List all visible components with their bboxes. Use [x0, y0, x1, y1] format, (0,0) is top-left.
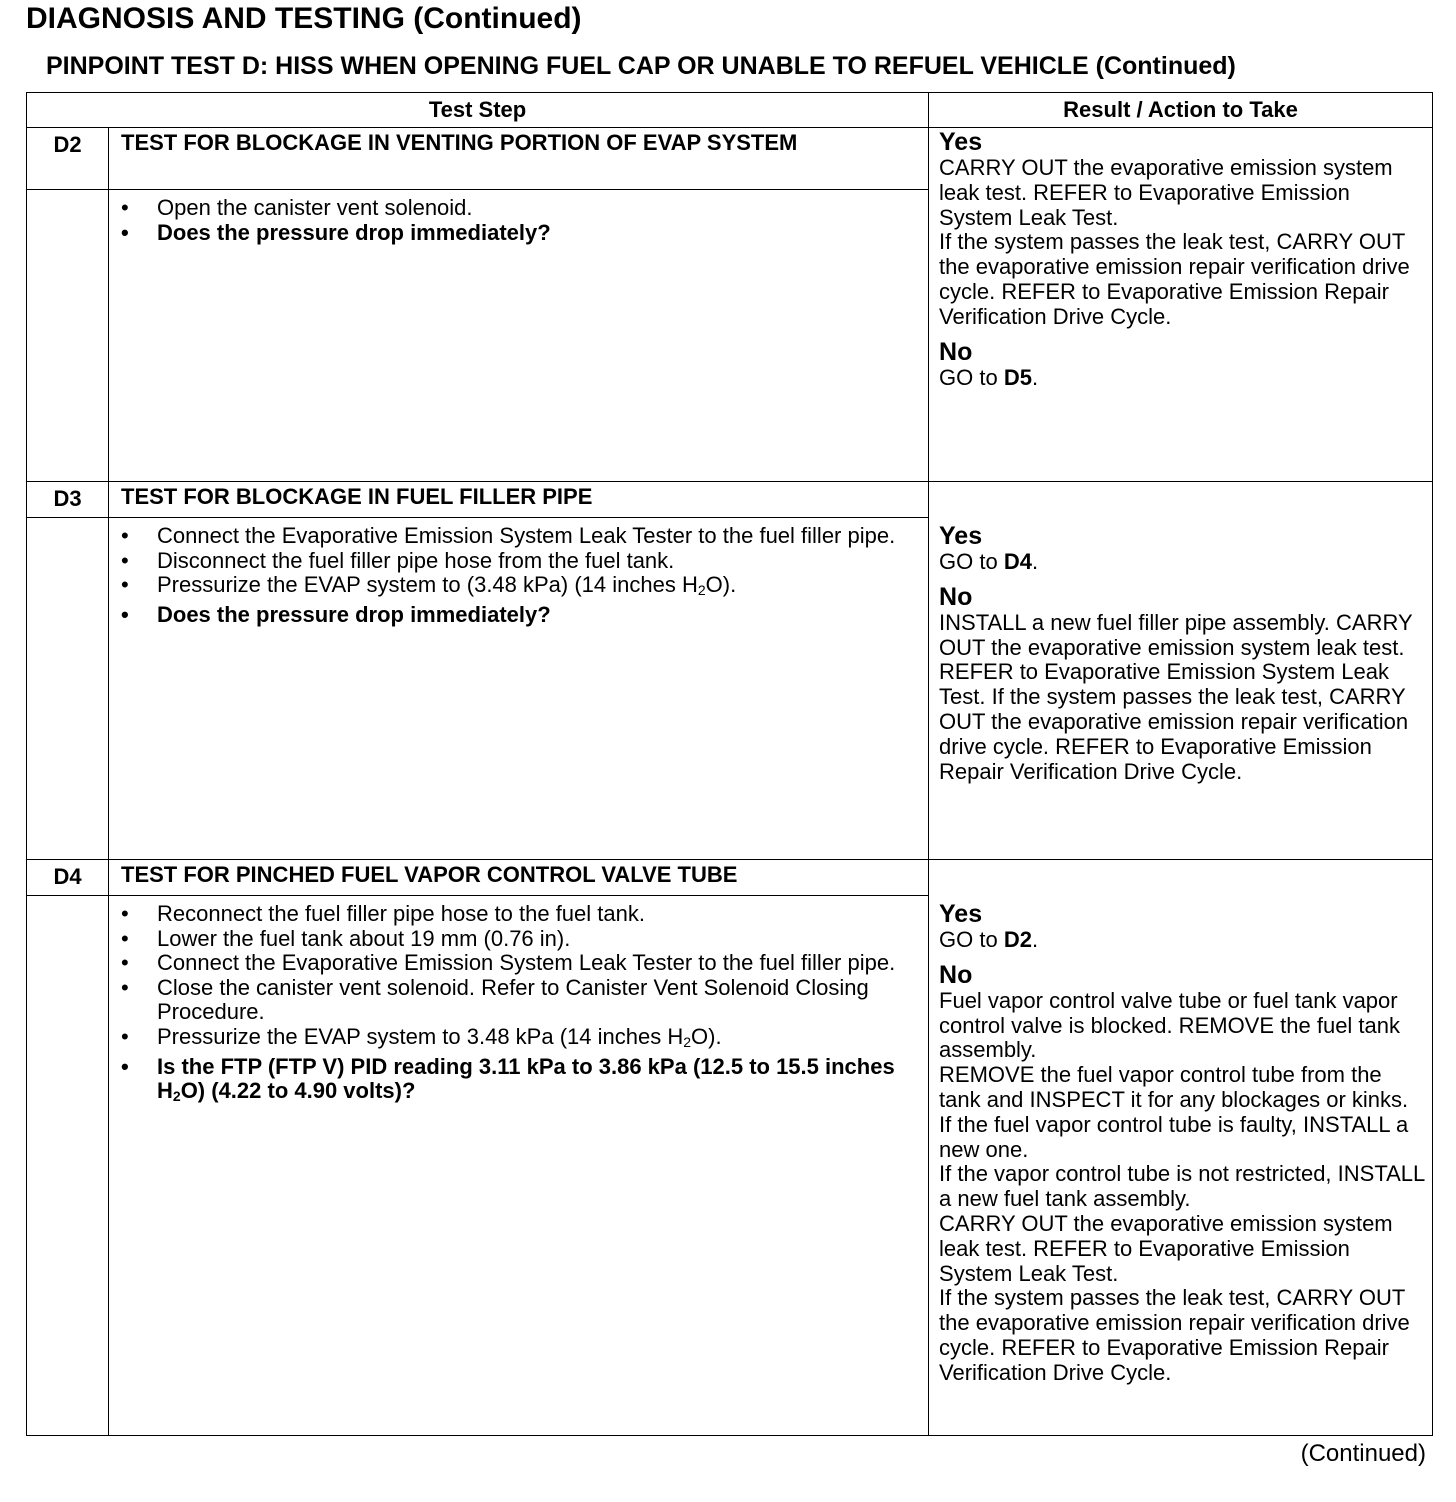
no-label: No — [939, 960, 973, 989]
go-to-text: GO to — [939, 927, 998, 952]
yes-label: Yes — [939, 900, 983, 928]
go-to-text: GO to — [939, 549, 998, 574]
test-step-header: Test Step — [27, 93, 929, 128]
go-to-suffix: . — [1031, 549, 1039, 574]
step-instructions — [109, 518, 929, 860]
step-d4-result — [929, 860, 1433, 1436]
go-to-suffix: . — [1031, 927, 1039, 952]
go-to-text: GO to — [939, 364, 998, 390]
instruction-text: Pressurize the EVAP system to (3.48 kPa) (14 inches H — [157, 572, 698, 598]
yes-label: Yes — [939, 522, 983, 550]
yes-action: CARRY OUT the evaporative emission system leak test. REFER to Evaporative Emission System Leak Test. If the system passes the leak test, CARRY OUT the evaporative emission repair verification drive cycle. REFER to Evaporative Emission Repair Verification Drive Cycle. — [939, 155, 1410, 329]
instruction-text: O). — [705, 572, 737, 598]
instruction-item — [151, 1025, 918, 1055]
step-d2-result — [929, 128, 1433, 482]
step-instructions — [109, 896, 929, 1436]
step-id: D2 — [27, 128, 109, 190]
subscript: 2 — [683, 1033, 692, 1050]
subscript: 2 — [172, 1088, 181, 1105]
instruction-text: Pressurize the EVAP system to 3.48 kPa (14 inches H — [157, 1023, 684, 1049]
no-action — [939, 366, 1426, 391]
step-id: D4 — [27, 860, 109, 896]
instruction-text: O) (4.22 to 4.90 volts)? — [180, 1078, 416, 1104]
go-to-target-link[interactable]: D2 — [1003, 927, 1032, 952]
step-d4-title-row — [27, 860, 1433, 896]
instruction-item: • Reconnect the fuel filler pipe hose to the fuel tank. — [151, 902, 918, 927]
instruction-item: • Close the canister vent solenoid. Refer to Canister Vent Solenoid Closing Procedure. — [151, 976, 918, 1025]
go-to-target-link[interactable]: D4 — [1003, 549, 1032, 574]
result-action-header: Result / Action to Take — [929, 93, 1433, 128]
step-id: D3 — [27, 482, 109, 518]
instruction-item: • Connect the Evaporative Emission System Leak Tester to the fuel filler pipe. — [151, 951, 918, 976]
no-label: No — [939, 582, 973, 611]
instruction-item — [151, 573, 918, 603]
pinpoint-test-title: PINPOINT TEST D: HISS WHEN OPENING FUEL CAP OR UNABLE TO REFUEL VEHICLE (Continued) — [46, 52, 1236, 80]
yes-action — [939, 550, 1426, 575]
step-title: TEST FOR BLOCKAGE IN FUEL FILLER PIPE — [109, 482, 929, 518]
instruction-text: Is the FTP (FTP V) PID reading 3.11 kPa to 3.86 kPa (12.5 to 15.5 inches H — [157, 1053, 895, 1104]
instruction-question: • Does the pressure drop immediately? — [151, 603, 918, 628]
no-action: INSTALL a new fuel filler pipe assembly. CARRY OUT the evaporative emission system leak test. REFER to Evaporative Emission System Leak Test. If the system passes the leak test, CARRY OUT the evaporative emission repair verification drive cycle. REFER to Evaporative Emission Repair Verification Drive Cycle. — [939, 609, 1413, 784]
go-to-target-link[interactable]: D5 — [1003, 364, 1032, 390]
instruction-item: • Disconnect the fuel filler pipe hose from the fuel tank. — [151, 549, 918, 574]
instruction-item: • Connect the Evaporative Emission System Leak Tester to the fuel filler pipe. — [151, 524, 918, 549]
blank-id-cell — [27, 190, 109, 482]
no-label: No — [939, 337, 973, 366]
blank-id-cell — [27, 518, 109, 860]
no-action: Fuel vapor control valve tube or fuel tank vapor control valve is blocked. REMOVE the fuel tank assembly. REMOVE the fuel vapor control tube from the tank and INSPECT it for any blockages or kinks. If the fuel vapor control tube is faulty, INSTALL a new one. If the vapor control tube is not restricted, INSTALL a new fuel tank assembly. CARRY OUT the evaporative emission system leak test. REFER to Evaporative Emission System Leak Test. If the system passes the leak test, CARRY OUT the evaporative emission repair verification drive cycle. REFER to Evaporative Emission Repair Verification Drive Cycle. — [939, 987, 1425, 1385]
table-header-row — [27, 93, 1433, 128]
step-d2-title-row — [27, 128, 1433, 190]
step-title: TEST FOR BLOCKAGE IN VENTING PORTION OF EVAP SYSTEM — [109, 128, 929, 190]
continued-label: (Continued) — [1300, 1440, 1426, 1467]
instruction-question: • Does the pressure drop immediately? — [151, 221, 918, 246]
blank-id-cell — [27, 896, 109, 1436]
instruction-question — [151, 1055, 918, 1109]
step-d3-title-row — [27, 482, 1433, 518]
step-title: TEST FOR PINCHED FUEL VAPOR CONTROL VALVE TUBE — [109, 860, 929, 896]
step-instructions — [109, 190, 929, 482]
pinpoint-test-table — [26, 92, 1433, 1436]
yes-label: Yes — [939, 128, 983, 156]
page-title: DIAGNOSIS AND TESTING (Continued) — [26, 2, 582, 35]
step-d3-result — [929, 482, 1433, 860]
instruction-item: • Open the canister vent solenoid. — [151, 196, 918, 221]
yes-action — [939, 928, 1426, 953]
subscript: 2 — [697, 582, 706, 599]
go-to-suffix: . — [1031, 364, 1039, 390]
instruction-text: O). — [691, 1023, 722, 1049]
instruction-item: • Lower the fuel tank about 19 mm (0.76 in). — [151, 927, 918, 952]
